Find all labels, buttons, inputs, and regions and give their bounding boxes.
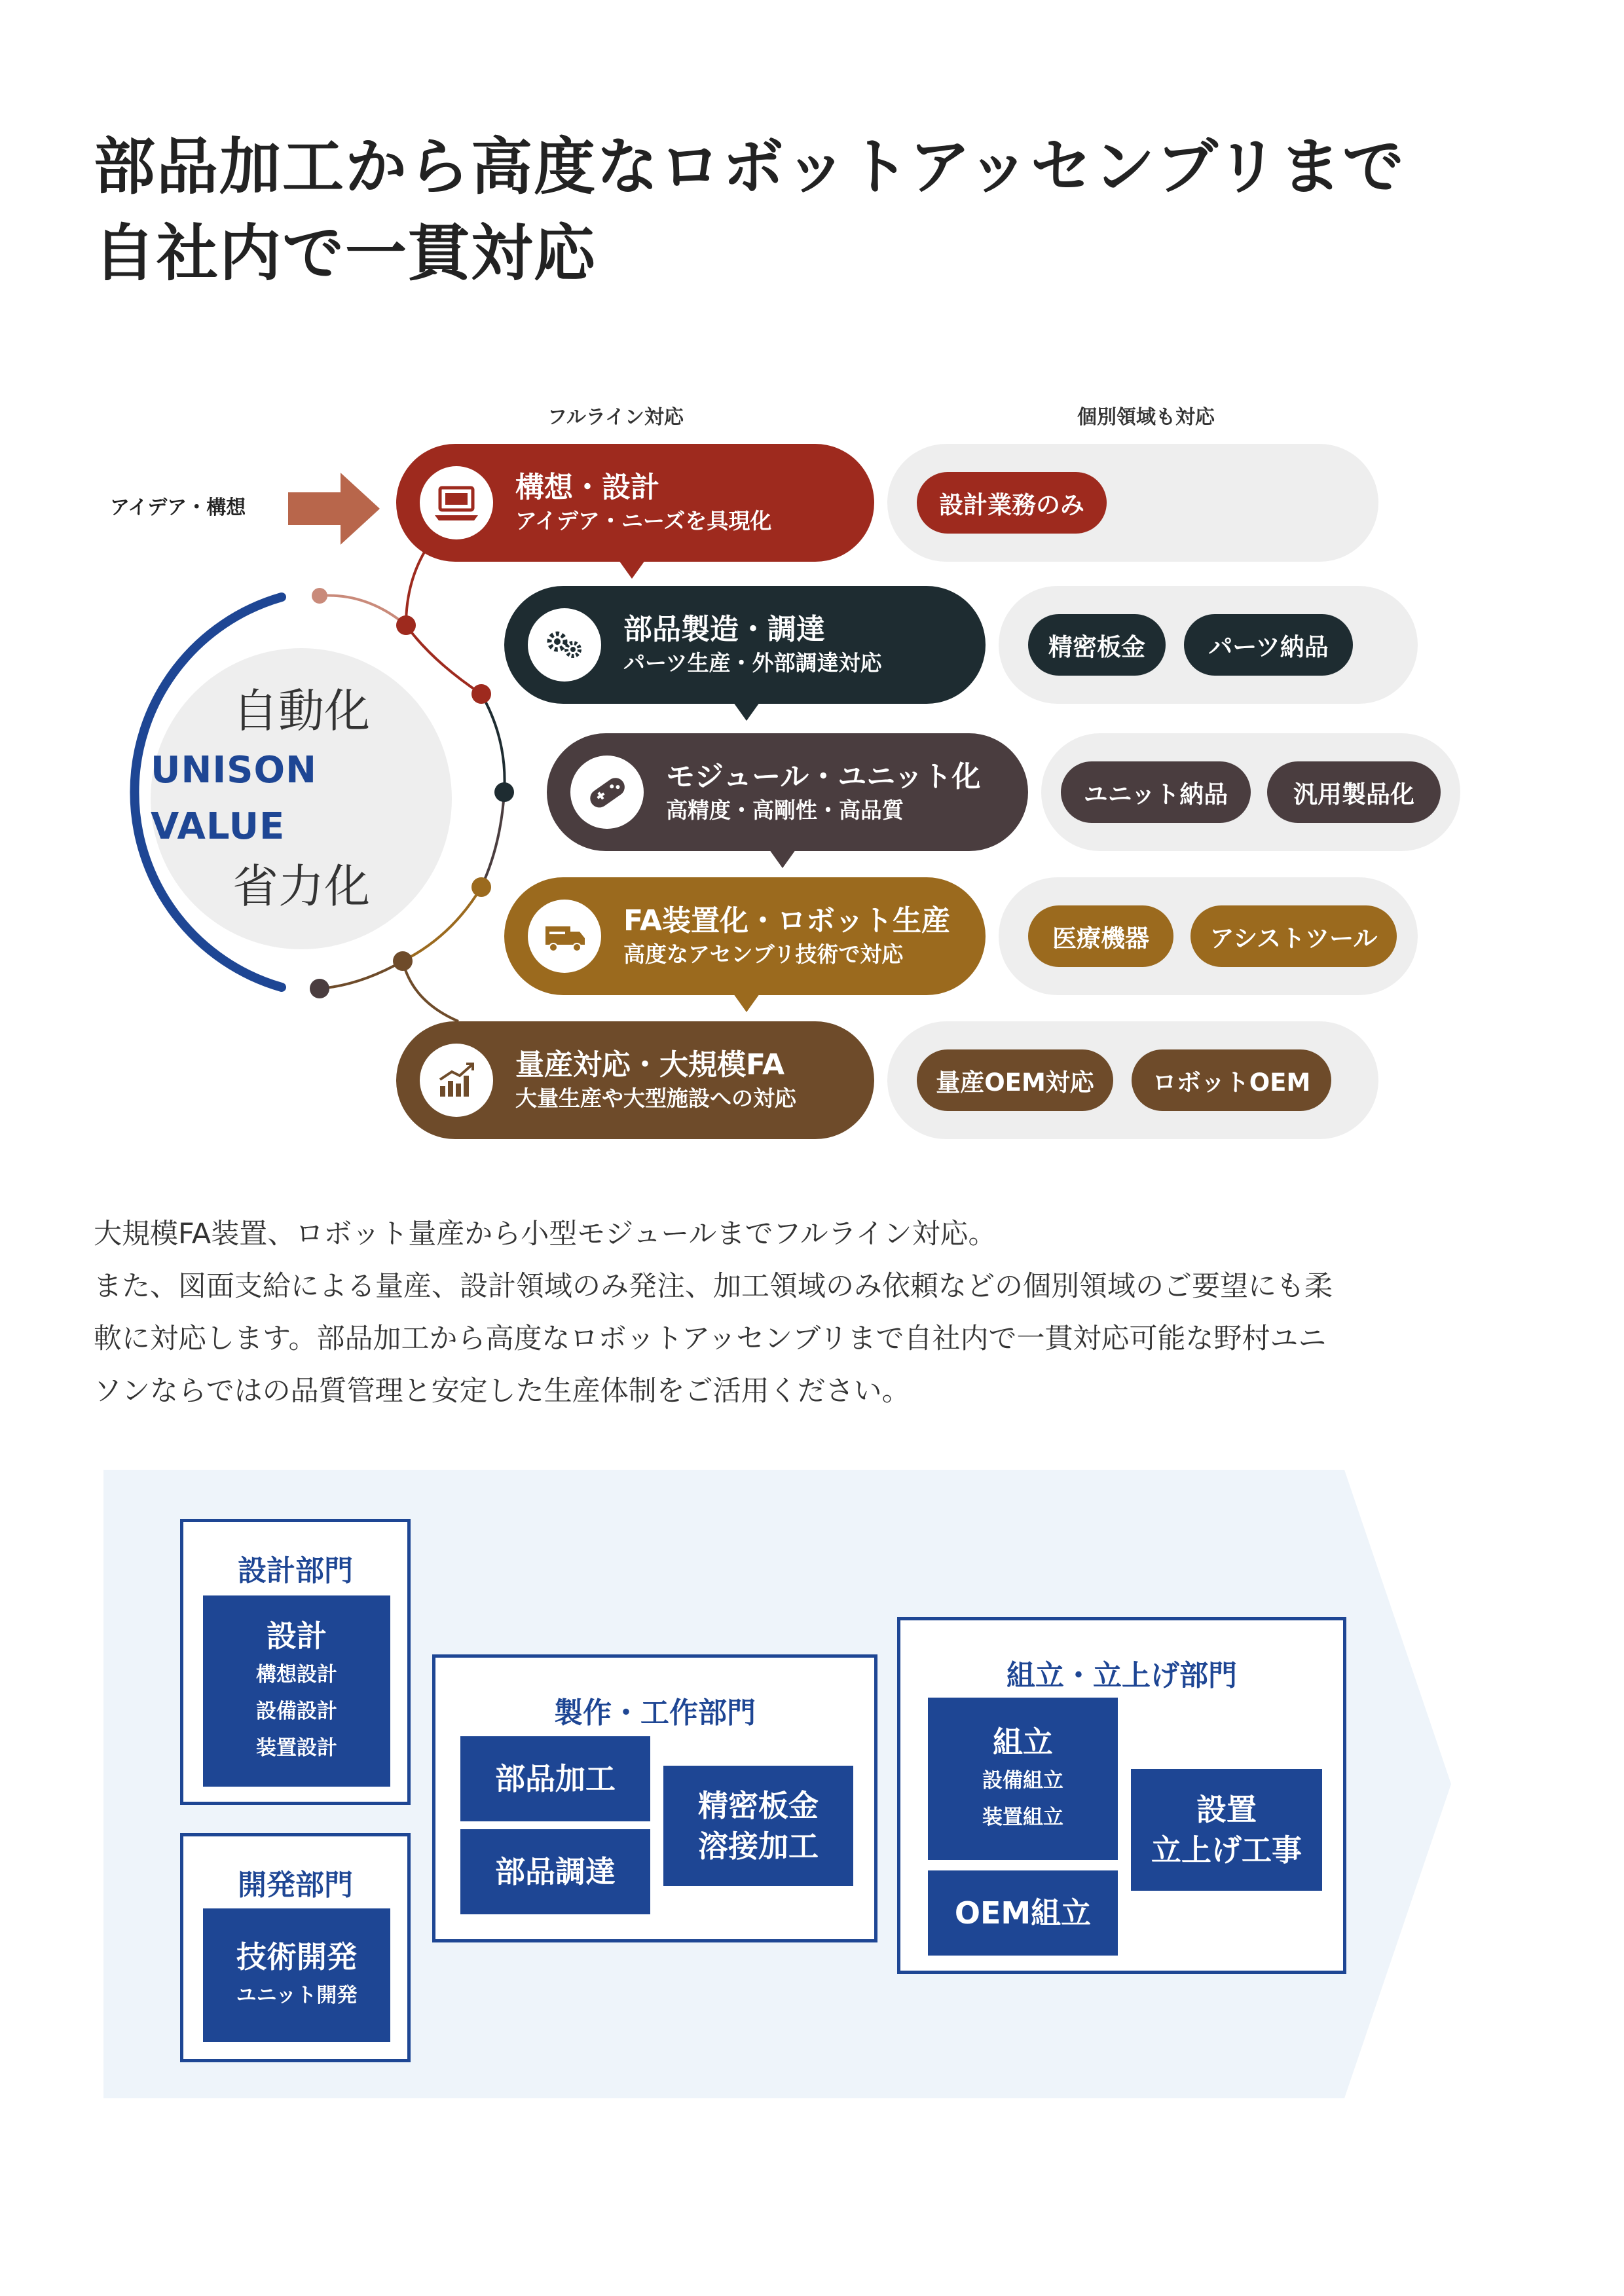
individual-header: 個別領域も対応 (1077, 406, 1215, 429)
stage-subtitle: 大量生産や大型施設への対応 (515, 1085, 796, 1111)
development-box (203, 1908, 390, 2042)
installation-label: 設置 (1196, 1792, 1257, 1827)
body-line: ソンならではの品質管理と安定した生産体制をご活用ください。 (94, 1375, 910, 1408)
core-circle (151, 648, 452, 949)
parts-procurement-label: 部品調達 (495, 1854, 616, 1889)
stage-subtitle: パーツ生産・外部調達対応 (623, 650, 882, 676)
chip-sheet-metal: 精密板金 (1028, 614, 1166, 676)
development-dept-frame (180, 1833, 411, 2062)
design-box-title: 設計 (267, 1618, 327, 1654)
growth-chart-icon (420, 1044, 493, 1117)
chip-general-product: 汎用製品化 (1267, 761, 1441, 823)
manufacturing-dept-title: 製作・工作部門 (554, 1696, 756, 1730)
installation-box (1131, 1769, 1322, 1891)
development-item: ユニット開発 (236, 1984, 358, 2007)
chip-unit-delivery: ユニット納品 (1061, 761, 1251, 823)
body-line: また、図面支給による量産、設計領域のみ発注、加工領域のみ依頼などの個別領域のご要望にも柔 (94, 1270, 1333, 1303)
startup-work-label: 立上げ工事 (1151, 1832, 1302, 1868)
development-box-title: 技術開発 (236, 1939, 357, 1975)
stage-pointer (619, 560, 645, 579)
stage-title: 部品製造・調達 (623, 613, 825, 646)
body-line: 軟に対応します。部品加工から高度なロボットアッセンブリまで自社内で一貫対応可能な野村ユニ (94, 1322, 1327, 1355)
assembly-dept-title: 組立・立上げ部門 (1006, 1659, 1237, 1692)
stage-subtitle: 高度なアセンブリ技術で対応 (623, 941, 904, 967)
stage-module (547, 733, 1028, 851)
stage-title: 量産対応・大規模FA (515, 1048, 785, 1082)
development-dept-title: 開発部門 (238, 1868, 353, 1902)
design-dept-frame (180, 1519, 411, 1805)
assembly-box (928, 1698, 1118, 1860)
stage-parts (504, 586, 986, 704)
chip-medical: 医療機器 (1028, 905, 1173, 967)
body-text (94, 1208, 1456, 1417)
parts-procurement-box (460, 1829, 650, 1914)
sheet-metal-label: 精密板金 (698, 1788, 819, 1823)
stage-subtitle: 高精度・高剛性・高品質 (666, 797, 904, 823)
manufacturing-dept-frame (432, 1654, 877, 1942)
stage-pointer (733, 702, 760, 721)
oem-assembly-box (928, 1870, 1118, 1956)
title-line-1: 部品加工から高度なロボットアッセンブリまで (94, 132, 1405, 203)
core-line-2: 省力化 (232, 860, 370, 913)
design-box (203, 1595, 390, 1787)
design-item: 設備設計 (256, 1700, 337, 1723)
parts-machining-label: 部品加工 (495, 1761, 616, 1796)
stage-title: 構想・設計 (515, 471, 659, 504)
assembly-dept-frame (897, 1617, 1346, 1974)
assembly-box-title: 組立 (993, 1724, 1053, 1760)
chip-robot-oem: ロボットOEM (1132, 1049, 1331, 1111)
core-line-1: 自動化 (232, 684, 370, 738)
full-line-header: フルライン対応 (547, 406, 684, 429)
stage-design (396, 444, 874, 562)
laptop-icon (420, 466, 493, 539)
controller-icon (570, 756, 644, 829)
design-item: 構想設計 (256, 1663, 337, 1686)
chip-design-only: 設計業務のみ (917, 472, 1107, 534)
core-brand: UNISON VALUE (151, 749, 317, 848)
truck-icon (528, 900, 601, 973)
input-label: アイデア・構想 (110, 496, 246, 519)
gears-icon (528, 608, 601, 682)
stage-pointer (769, 850, 796, 868)
sheet-metal-welding-box (663, 1766, 853, 1886)
design-dept-title: 設計部門 (238, 1554, 353, 1588)
chip-mass-oem: 量産OEM対応 (917, 1049, 1113, 1111)
stage-title: モジュール・ユニット化 (666, 760, 981, 793)
design-item: 装置設計 (256, 1736, 337, 1760)
body-line: 大規模FA装置、ロボット量産から小型モジュールまでフルライン対応。 (94, 1218, 997, 1250)
stage-pointer (733, 994, 760, 1012)
title-line-2: 自社内で一貫対応 (94, 218, 597, 289)
assembly-item: 装置組立 (982, 1806, 1063, 1829)
welding-label: 溶接加工 (698, 1829, 819, 1864)
assembly-item: 設備組立 (982, 1769, 1063, 1793)
chip-parts-delivery: パーツ納品 (1184, 614, 1353, 676)
parts-machining-box (460, 1736, 650, 1821)
stage-mass (396, 1021, 874, 1139)
chip-assist-tool: アシストツール (1190, 905, 1397, 967)
oem-assembly-label: OEM組立 (954, 1895, 1092, 1931)
stage-fa (504, 877, 986, 995)
stage-subtitle: アイデア・ニーズを具現化 (515, 508, 772, 534)
stage-title: FA装置化・ロボット生産 (623, 904, 951, 938)
